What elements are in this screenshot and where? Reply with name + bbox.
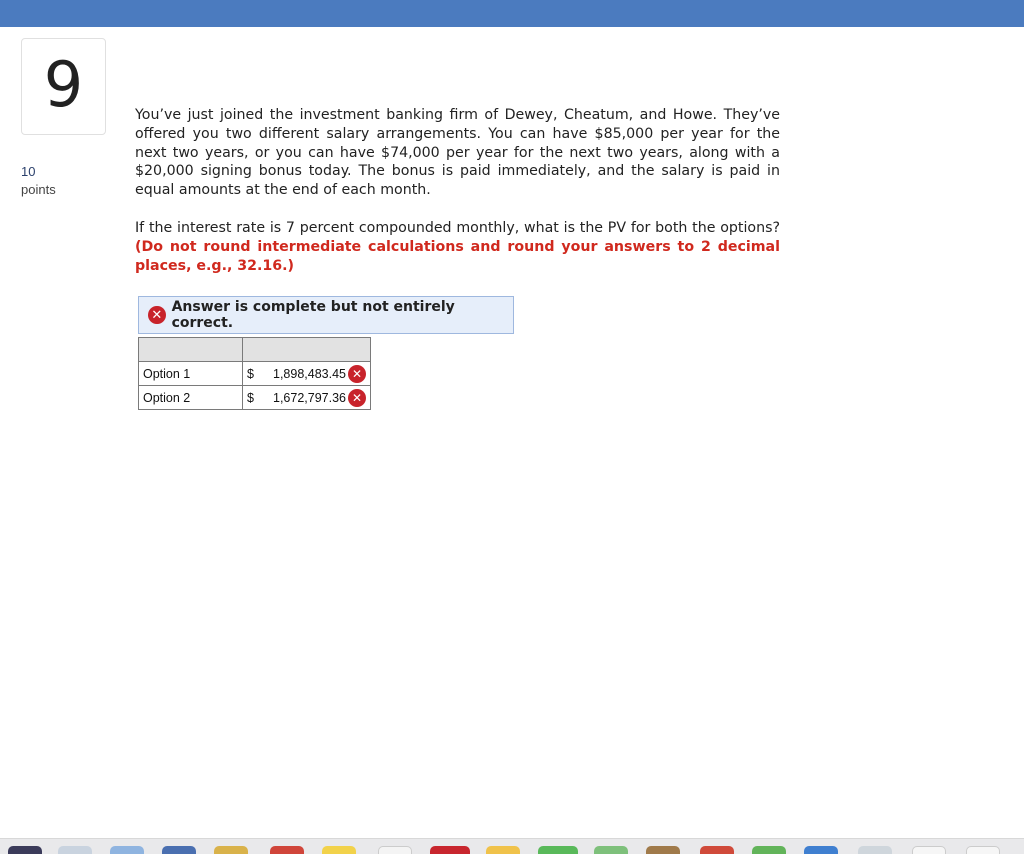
dock-app-icon[interactable] — [912, 846, 946, 854]
answer-status-text: Answer is complete but not entirely correct. — [171, 299, 455, 331]
dock-app-icon[interactable] — [270, 846, 304, 854]
question-paragraph-2-lead: If the interest rate is 7 percent compounded monthly, what is the PV for both the options? — [135, 219, 780, 236]
dock-app-icon[interactable] — [486, 846, 520, 854]
top-bar — [0, 0, 1024, 27]
answer-input-option-2[interactable] — [243, 386, 371, 410]
dock-app-icon[interactable] — [8, 846, 42, 854]
dock-app-icon[interactable] — [858, 846, 892, 854]
dock-app-icon[interactable] — [58, 846, 92, 854]
question-text — [135, 106, 780, 275]
points-value: 10 — [21, 164, 36, 179]
x-icon: ✕ — [348, 389, 366, 407]
question-paragraph-2 — [135, 219, 780, 275]
dock-app-icon[interactable] — [966, 846, 1000, 854]
points-label: points — [21, 182, 56, 197]
currency-symbol: $ — [247, 366, 254, 381]
header-cell-value — [243, 338, 371, 362]
header-cell-label — [139, 338, 243, 362]
answer-status-banner — [138, 296, 514, 334]
dock-app-icon[interactable] — [162, 846, 196, 854]
answer-table-header — [139, 338, 371, 362]
answer-value: 1,898,483.45 — [273, 366, 346, 381]
dock-app-icon[interactable] — [804, 846, 838, 854]
question-paragraph-1: You’ve just joined the investment banking firm of Dewey, Cheatum, and Howe. They’ve offered you two different salary arrangements. You can have $85,000 per year for the next two years, or you can have $74,000 per year for the next two years, along with a $20,000 signing bonus today. The bonus is paid immediately, and the salary is paid in equal amounts at the end of each month. — [135, 107, 780, 199]
table-row — [139, 386, 371, 410]
question-number: 9 — [43, 47, 84, 121]
dock-app-icon[interactable] — [700, 846, 734, 854]
question-number-box — [21, 38, 106, 135]
dock-app-icon[interactable] — [378, 846, 412, 854]
answer-value: 1,672,797.36 — [273, 390, 346, 405]
x-icon: ✕ — [148, 306, 166, 324]
dock-app-icon[interactable] — [752, 846, 786, 854]
dock-app-icon[interactable] — [110, 846, 144, 854]
dock-app-icon[interactable] — [538, 846, 578, 854]
dock-app-icon[interactable] — [646, 846, 680, 854]
dock-app-icon[interactable] — [430, 846, 470, 854]
dock-app-icon[interactable] — [214, 846, 248, 854]
row-label: Option 2 — [139, 386, 243, 410]
answer-table — [138, 337, 371, 410]
x-icon: ✕ — [348, 365, 366, 383]
dock-app-icon[interactable] — [322, 846, 356, 854]
rounding-instruction: (Do not round intermediate calculations and round your answers to 2 decimal places, e.g., 32.16.) — [135, 238, 780, 274]
dock-app-icon[interactable] — [594, 846, 628, 854]
answer-input-option-1[interactable] — [243, 362, 371, 386]
row-label: Option 1 — [139, 362, 243, 386]
currency-symbol: $ — [247, 390, 254, 405]
table-row — [139, 362, 371, 386]
